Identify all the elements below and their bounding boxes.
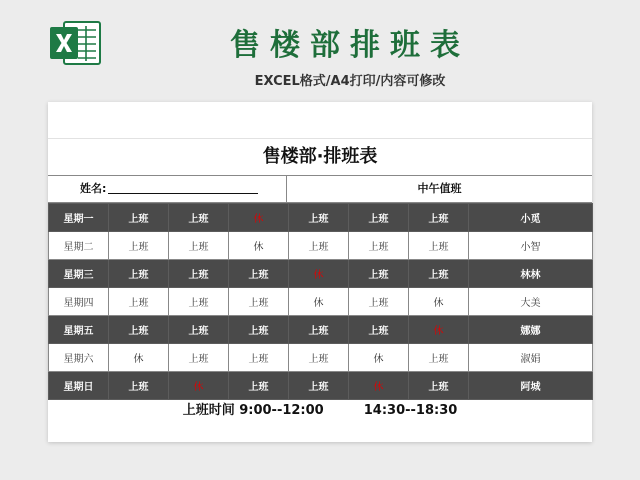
shift-cell[interactable]: 上班 — [349, 204, 409, 232]
duty-cell[interactable]: 大美 — [469, 288, 593, 316]
day-cell[interactable]: 星期六 — [49, 344, 109, 372]
shift-cell[interactable]: 上班 — [289, 344, 349, 372]
shift-cell[interactable]: 休 — [349, 344, 409, 372]
shift-cell[interactable]: 上班 — [109, 232, 169, 260]
shift-cell[interactable]: 上班 — [109, 204, 169, 232]
duty-cell[interactable]: 林林 — [469, 260, 593, 288]
shift-cell[interactable]: 上班 — [109, 288, 169, 316]
shift-cell[interactable]: 上班 — [289, 232, 349, 260]
excel-logo-icon — [48, 18, 102, 68]
shift-cell[interactable]: 上班 — [229, 288, 289, 316]
shift-cell[interactable]: 休 — [349, 372, 409, 400]
shift-cell[interactable]: 上班 — [169, 204, 229, 232]
shift-cell[interactable]: 休 — [289, 260, 349, 288]
day-cell[interactable]: 星期二 — [49, 232, 109, 260]
shift-cell[interactable]: 上班 — [169, 316, 229, 344]
page-subtitle: EXCEL格式/A4打印/内容可修改 — [254, 74, 446, 89]
shift-cell[interactable]: 上班 — [409, 344, 469, 372]
table-row — [49, 372, 593, 400]
schedule-table — [48, 203, 593, 400]
table-row — [49, 344, 593, 372]
shift-cell[interactable]: 上班 — [229, 316, 289, 344]
shift-cell[interactable]: 休 — [229, 204, 289, 232]
shift-label: 中午值班 — [417, 182, 462, 195]
schedule-sheet — [48, 102, 592, 442]
shift-cell[interactable]: 上班 — [109, 260, 169, 288]
shift-cell[interactable]: 上班 — [409, 260, 469, 288]
shift-cell[interactable]: 上班 — [169, 260, 229, 288]
shift-cell[interactable]: 休 — [229, 232, 289, 260]
shift-cell[interactable]: 上班 — [289, 372, 349, 400]
shift-cell[interactable]: 休 — [289, 288, 349, 316]
duty-cell[interactable]: 阿城 — [469, 372, 593, 400]
table-row — [49, 316, 593, 344]
shift-cell[interactable]: 休 — [109, 344, 169, 372]
table-row — [49, 204, 593, 232]
duty-cell[interactable]: 小觅 — [469, 204, 593, 232]
info-row — [48, 176, 592, 203]
shift-cell[interactable]: 休 — [409, 316, 469, 344]
page-title: 售楼部排班表 — [230, 28, 470, 63]
table-row — [49, 288, 593, 316]
sheet-title: 售楼部·排班表 — [48, 139, 592, 176]
shift-cell[interactable]: 上班 — [349, 288, 409, 316]
shift-cell[interactable]: 上班 — [229, 372, 289, 400]
name-label: 姓名: — [80, 182, 107, 195]
duty-cell[interactable]: 淑娟 — [469, 344, 593, 372]
duty-cell[interactable]: 娜娜 — [469, 316, 593, 344]
morning-hours: 上班时间 9:00--12:00 — [182, 403, 324, 418]
shift-cell[interactable]: 上班 — [169, 344, 229, 372]
name-underline — [108, 179, 258, 194]
shift-cell[interactable]: 休 — [409, 288, 469, 316]
afternoon-hours: 14:30--18:30 — [363, 403, 458, 418]
shift-cell[interactable]: 上班 — [229, 260, 289, 288]
shift-cell[interactable]: 上班 — [229, 344, 289, 372]
shift-cell[interactable]: 上班 — [409, 232, 469, 260]
shift-cell[interactable]: 上班 — [349, 232, 409, 260]
day-cell[interactable]: 星期四 — [49, 288, 109, 316]
shift-cell[interactable]: 上班 — [169, 288, 229, 316]
table-row — [49, 232, 593, 260]
shift-cell[interactable]: 上班 — [289, 204, 349, 232]
day-cell[interactable]: 星期五 — [49, 316, 109, 344]
shift-cell[interactable]: 上班 — [109, 316, 169, 344]
table-row — [49, 260, 593, 288]
shift-cell[interactable]: 上班 — [349, 316, 409, 344]
name-cell[interactable] — [48, 176, 287, 202]
shift-cell[interactable]: 休 — [169, 372, 229, 400]
work-hours-footer — [48, 400, 592, 424]
day-cell[interactable]: 星期一 — [49, 204, 109, 232]
day-cell[interactable]: 星期日 — [49, 372, 109, 400]
shift-cell[interactable]: 上班 — [409, 372, 469, 400]
shift-cell[interactable]: 上班 — [289, 316, 349, 344]
day-cell[interactable]: 星期三 — [49, 260, 109, 288]
shift-cell[interactable]: 上班 — [169, 232, 229, 260]
shift-cell[interactable]: 上班 — [349, 260, 409, 288]
duty-cell[interactable]: 小智 — [469, 232, 593, 260]
shift-cell[interactable]: 上班 — [109, 372, 169, 400]
sheet-blank-row — [48, 102, 592, 139]
shift-cell[interactable]: 上班 — [409, 204, 469, 232]
